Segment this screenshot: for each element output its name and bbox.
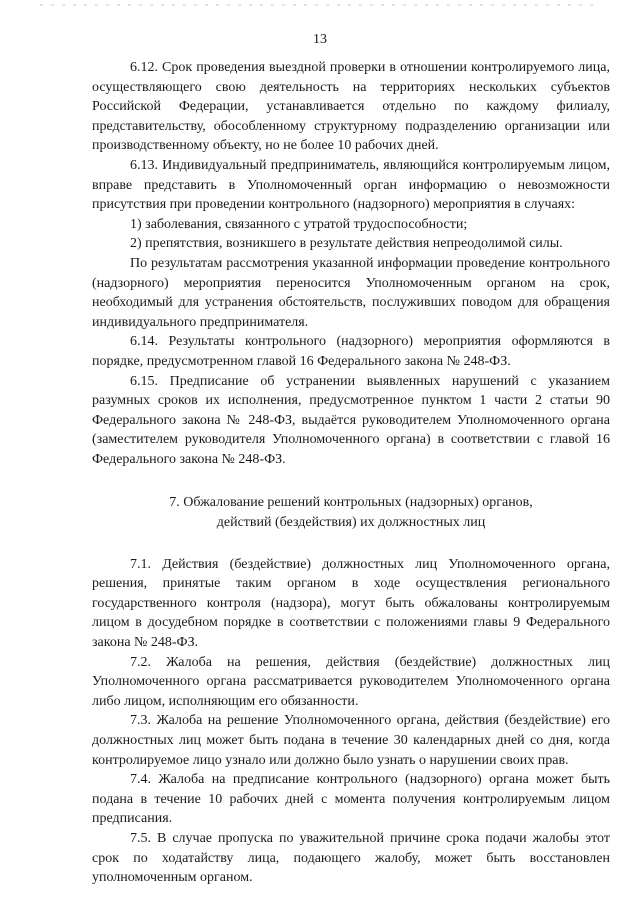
- paragraph-7-1: 7.1. Действия (бездействие) должностных лиц Уполномоченного органа, решения, принятые таким органом в ходе осуществления регионального государственного контроля (надзора), могут быть обжалованы контролируемым лицом в досудебном порядке в соответствии с положениями главы 9 Федерального закона № 248-ФЗ.: [92, 556, 610, 651]
- section-heading-line-2: действий (бездействия) их должностных лиц: [216, 515, 486, 531]
- list-item-illness: 1) заболевания, связанного с утратой трудоспособности;: [130, 216, 468, 232]
- section-7-heading: [92, 493, 610, 532]
- paragraph-6-15: 6.15. Предписание об устранении выявленных нарушений с указанием разумных сроков их исполнения, предусмотренное пунктом 1 части 2 статьи 90 Федерального закона № 248-ФЗ, выдаётся руководителем Уполномоченного органа (заместителем руководителя Уполномоченного органа) в соответствии с главой 16 Федерального закона № 248-ФЗ.: [92, 373, 610, 467]
- paragraph-7-4: 7.4. Жалоба на предписание контрольного (надзорного) органа может быть подана в течение 10 рабочих дней с момента получения контролируемым лицом предписания.: [92, 772, 610, 827]
- section-heading-line-1: 7. Обжалование решений контрольных (надзорных) органов,: [169, 495, 533, 511]
- page-number: 13: [313, 32, 327, 47]
- paragraph-7-2: 7.2. Жалоба на решения, действия (бездействие) должностных лиц Уполномоченного органа рассматривается руководителем Уполномоченного органа либо лицом, исполняющим его обязанности.: [92, 654, 610, 709]
- paragraph-postponement: По результатам рассмотрения указанной информации проведение контрольного (надзорного) мероприятия переносится Уполномоченным органом на срок, необходимый для устранения обстоятельств, послуживших поводом для обращения индивидуального предпринимателя.: [92, 255, 610, 330]
- paragraph-6-14: 6.14. Результаты контрольного (надзорного) мероприятия оформляются в порядке, предусмотренном главой 16 Федерального закона № 248-ФЗ.: [92, 334, 610, 369]
- paragraph-7-3: 7.3. Жалоба на решение Уполномоченного органа, действия (бездействие) его должностных лиц может быть подана в течение 30 календарных дней со дня, когда контролируемое лицо узнало или должно было узнать о нарушении своих прав.: [92, 713, 610, 768]
- scan-artifact: [40, 4, 600, 6]
- paragraph-7-5: 7.5. В случае пропуска по уважительной причине срока подачи жалобы этот срок по ходатайству лица, подающего жалобу, может быть восстановлен уполномоченным органом.: [92, 830, 610, 886]
- list-item-force-majeure: 2) препятствия, возникшего в результате действия непреодолимой силы.: [130, 236, 563, 252]
- document-body: [92, 58, 610, 888]
- paragraph-6-12: 6.12. Срок проведения выездной проверки в отношении контролируемого лица, осуществляющего свою деятельность на территориях нескольких субъектов Российской Федерации, устанавливается отдельно по каждому филиалу, представительству, обособленному структурному подразделению организации или производственному объекту, но не более 10 рабочих дней.: [92, 60, 610, 154]
- paragraph-6-13: 6.13. Индивидуальный предприниматель, являющийся контролируемым лицом, вправе представить в Уполномоченный орган информацию о невозможности присутствия при проведении контрольного (надзорного) мероприятия в случаях:: [92, 157, 610, 213]
